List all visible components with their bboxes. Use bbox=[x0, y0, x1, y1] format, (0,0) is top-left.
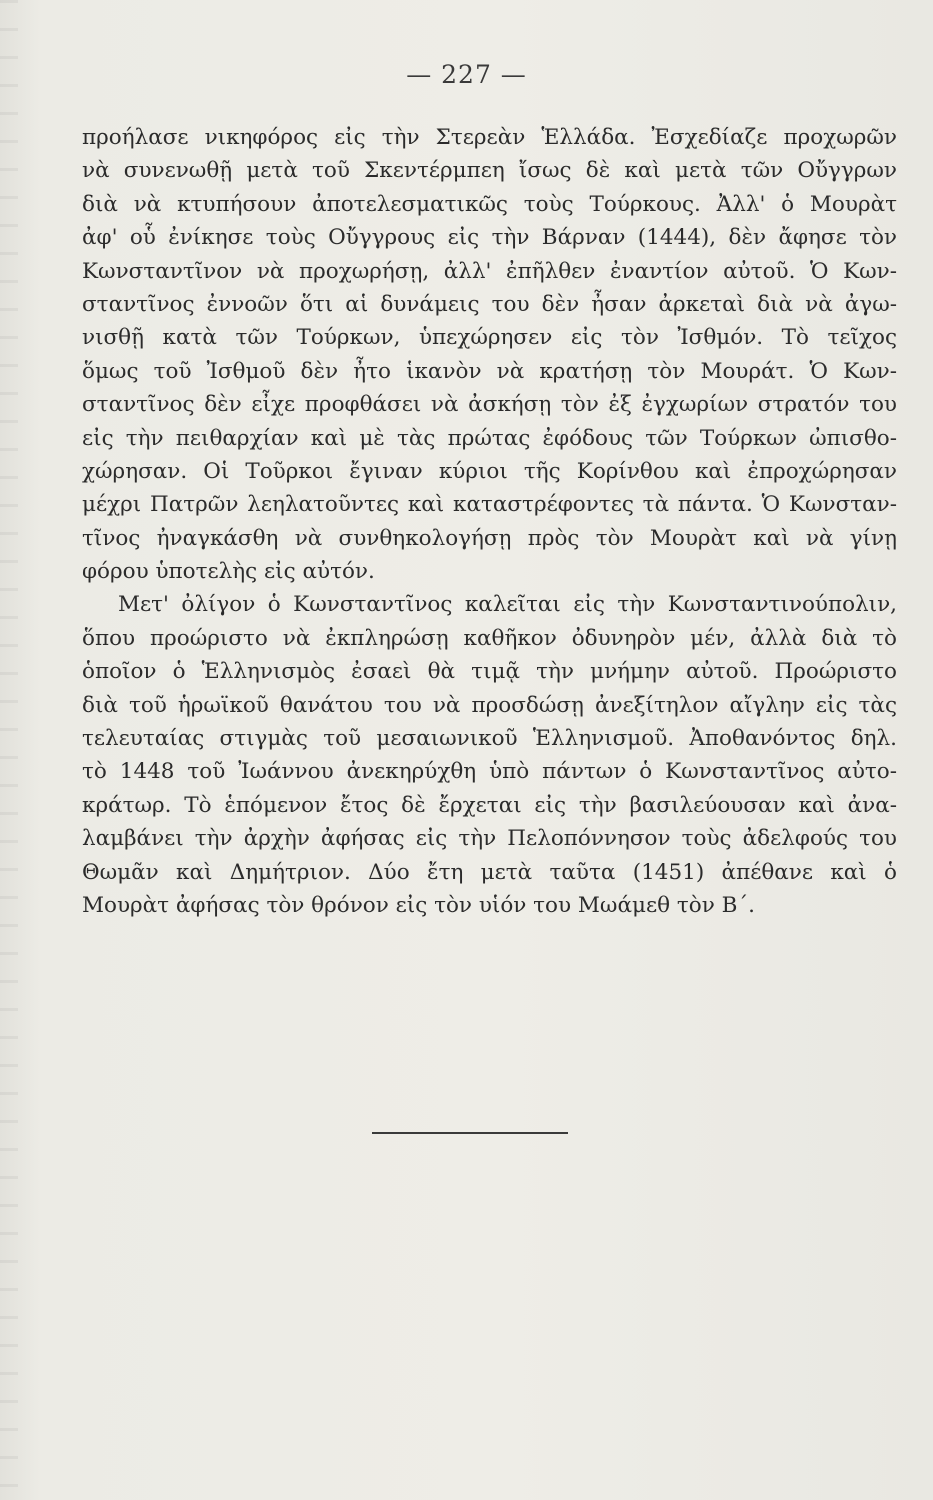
text-line: σταντῖνος δὲν εἶχε προφθάσει νὰ ἀσκήσῃ τὸν ἐξ ἐγχωρίων στρατόν του bbox=[82, 392, 897, 418]
text-line: κράτωρ. Τὸ ἑπόμενον ἔτος δὲ ἔρχεται εἰς τὴν βασιλεύουσαν καὶ ἀνα- bbox=[82, 792, 897, 818]
end-rule bbox=[372, 1132, 568, 1134]
text-line: προήλασε νικηφόρος εἰς τὴν Στερεὰν Ἑλλάδα. Ἐσχεδίαζε προχωρῶν bbox=[82, 125, 897, 150]
text-line: τελευταίας στιγμὰς τοῦ μεσαιωνικοῦ Ἑλληνισμοῦ. Ἀποθανόντος δηλ. bbox=[82, 726, 897, 752]
text-line: ὅπου προώριστο νὰ ἐκπληρώσῃ καθῆκον ὀδυνηρὸν μέν, ἀλλὰ διὰ τὸ bbox=[82, 625, 897, 651]
text-line: ὁποῖον ὁ Ἑλληνισμὸς ἐσαεὶ θὰ τιμᾷ τὴν μνήμην αὐτοῦ. Προώριστο bbox=[82, 659, 897, 685]
page-binding-edge bbox=[0, 0, 18, 1500]
text-line: λαμβάνει τὴν ἀρχὴν ἀφήσας εἰς τὴν Πελοπόννησον τοὺς ἀδελφούς του bbox=[82, 826, 897, 852]
text-line: Κωνσταντῖνον νὰ προχωρήσῃ, ἀλλ' ἐπῆλθεν ἐναντίον αὐτοῦ. Ὁ Κων- bbox=[82, 258, 897, 284]
text-line: ὅμως τοῦ Ἰσθμοῦ δὲν ἦτο ἱκανὸν νὰ κρατήσῃ τὸν Μουράτ. Ὁ Κων- bbox=[82, 358, 897, 384]
text-line: σταντῖνος ἐννοῶν ὅτι αἱ δυνάμεις του δὲν ἦσαν ἀρκεταὶ διὰ νὰ ἀγω- bbox=[82, 291, 897, 317]
text-line: νὰ συνενωθῇ μετὰ τοῦ Σκεντέρμπεη ἴσως δὲ καὶ μετὰ τῶν Οὔγγρων bbox=[82, 158, 897, 184]
text-line: φόρου ὑποτελὴς εἰς αὐτόν. bbox=[82, 559, 375, 585]
paragraph-first-line: Μετ' ὀλίγον ὁ Κωνσταντῖνος καλεῖται εἰς τὴν Κωνσταντινούπολιν, bbox=[118, 592, 897, 618]
text-line: εἰς τὴν πειθαρχίαν καὶ μὲ τὰς πρώτας ἐφόδους τῶν Τούρκων ὠπισθο- bbox=[82, 425, 897, 451]
text-line: χώρησαν. Οἱ Τοῦρκοι ἔγιναν κύριοι τῆς Κορίνθου καὶ ἐπροχώρησαν bbox=[82, 458, 897, 484]
text-line: Θωμᾶν καὶ Δημήτριον. Δύο ἔτη μετὰ ταῦτα (1451) ἀπέθανε καὶ ὁ bbox=[82, 859, 897, 885]
text-line: ἀφ' οὗ ἐνίκησε τοὺς Οὔγγρους εἰς τὴν Βάρναν (1444), δὲν ἄφησε τὸν bbox=[82, 225, 897, 251]
text-line: νισθῇ κατὰ τῶν Τούρκων, ὑπεχώρησεν εἰς τὸν Ἰσθμόν. Τὸ τεῖχος bbox=[82, 325, 897, 351]
page-number: — 227 — bbox=[406, 60, 527, 89]
body-text bbox=[82, 121, 897, 922]
text-line: διὰ νὰ κτυπήσουν ἀποτελεσματικῶς τοὺς Τούρκους. Ἀλλ' ὁ Μουρὰτ bbox=[82, 191, 897, 217]
text-line: μέχρι Πατρῶν λεηλατοῦντες καὶ καταστρέφοντες τὰ πάντα. Ὁ Κωνσταν- bbox=[82, 492, 897, 518]
text-line: τὸ 1448 τοῦ Ἰωάννου ἀνεκηρύχθη ὑπὸ πάντων ὁ Κωνσταντῖνος αὐτο- bbox=[82, 759, 897, 785]
text-line: Μουρὰτ ἀφήσας τὸν θρόνον εἰς τὸν υἱόν του Μωάμεθ τὸν Β΄. bbox=[82, 892, 755, 918]
text-line: διὰ τοῦ ἡρωϊκοῦ θανάτου του νὰ προσδώσῃ ἀνεξίτηλον αἴγλην εἰς τὰς bbox=[82, 692, 897, 718]
text-line: τῖνος ἠναγκάσθη νὰ συνθηκολογήσῃ πρὸς τὸν Μουρὰτ καὶ νὰ γίνῃ bbox=[82, 525, 897, 551]
